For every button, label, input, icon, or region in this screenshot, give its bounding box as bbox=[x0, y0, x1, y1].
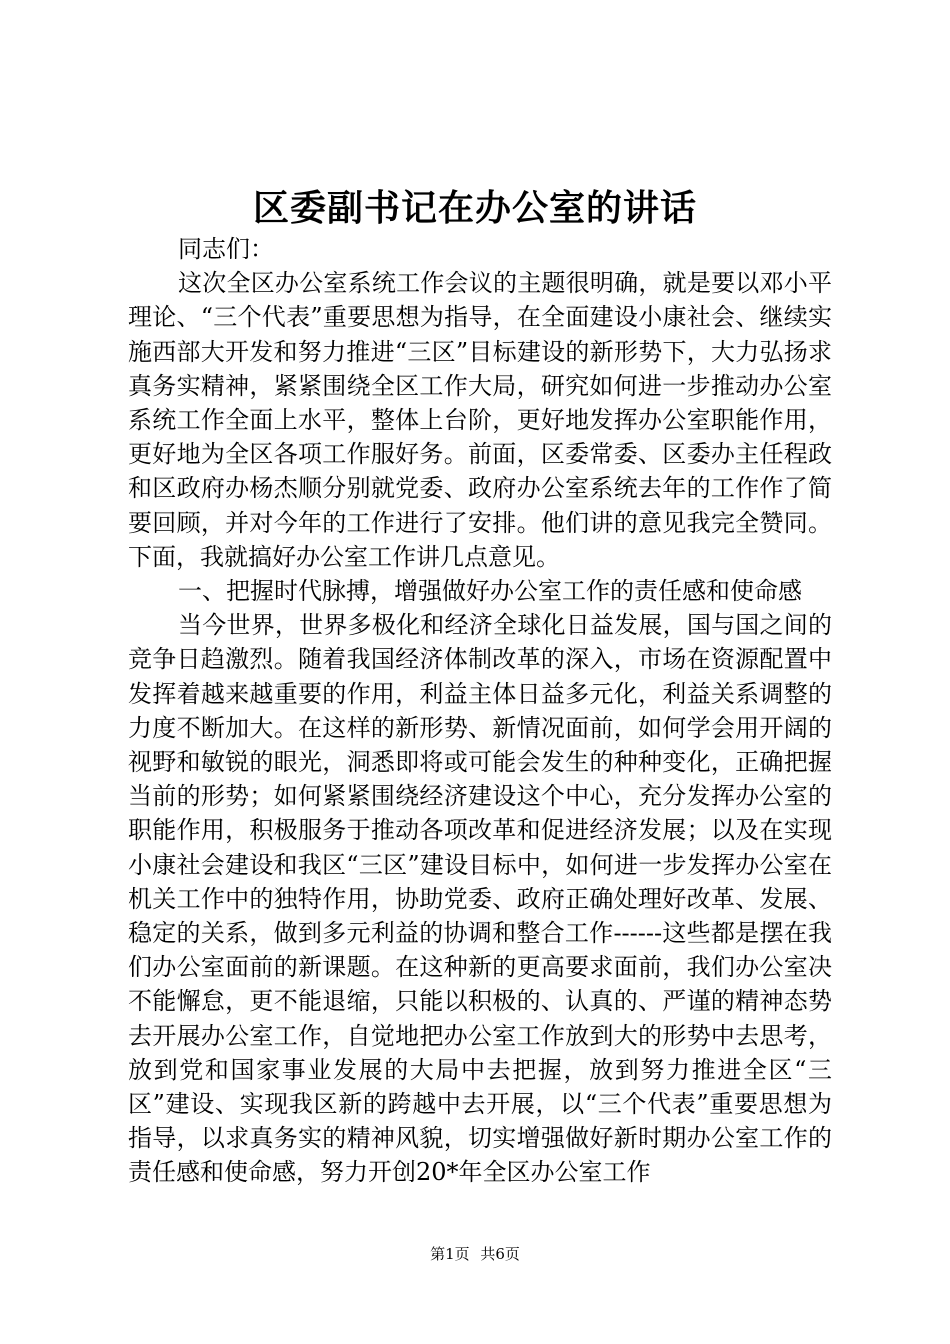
paragraph-intro: 这次全区办公室系统工作会议的主题很明确，就是要以邓小平理论、“三个代表”重要思想为指导，在全面建设小康社会、继续实施西部大开发和努力推进“三区”目标建设的新形势下，大力弘扬求真务实精神，紧紧围绕全区工作大局，研究如何进一步推动办公室系统工作全面上水平，整体上台阶，更好地发挥办公室职能作用，更好地为全区各项工作服好务。前面，区委常委、区委办主任程政和区政府办杨杰顺分别就党委、政府办公室系统去年的工作作了简要回顾，并对今年的工作进行了安排。他们讲的意见我完全赞同。下面，我就搞好办公室工作讲几点意见。 bbox=[128, 269, 832, 571]
page-total: 共6页 bbox=[480, 1245, 520, 1263]
salutation: 同志们： bbox=[178, 235, 274, 263]
page-number: 第1页 bbox=[430, 1245, 470, 1263]
document-body bbox=[128, 232, 832, 1190]
page-footer bbox=[0, 1243, 950, 1265]
section-heading-1: 一、把握时代脉搏，增强做好办公室工作的责任感和使命感 bbox=[178, 577, 802, 606]
page-title: 区委副书记在办公室的讲话 bbox=[252, 187, 697, 229]
paragraph-section-1: 当今世界，世界多极化和经济全球化日益发展，国与国之间的竞争日趋激烈。随着我国经济体制改革的深入，市场在资源配置中发挥着越来越重要的作用，利益主体日益多元化，利益关系调整的力度不断加大。在这样的新形势、新情况面前，如何学会用开阔的视野和敏锐的眼光，洞悉即将或可能会发生的种种变化，正确把握当前的形势；如何紧紧围绕经济建设这个中心，充分发挥办公室的职能作用，积极服务于推动各项改革和促进经济发展；以及在实现小康社会建设和我区“三区”建设目标中，如何进一步发挥办公室在机关工作中的独特作用，协助党委、政府正确处理好改革、发展、稳定的关系，做到多元利益的协调和整合工作------这些都是摆在我们办公室面前的新课题。在这种新的更高要求面前，我们办公室决不能懈怠，更不能退缩，只能以积极的、认真的、严谨的精神态势去开展办公室工作，自觉地把办公室工作放到大的形势中去思考，放到党和国家事业发展的大局中去把握，放到努力推进全区“三区”建设、实现我区新的跨越中去开展，以“三个代表”重要思想为指导，以求真务实的精神风貌，切实增强做好新时期办公室工作的责任感和使命感，努力开创20*年全区办公室工作 bbox=[128, 611, 832, 1187]
